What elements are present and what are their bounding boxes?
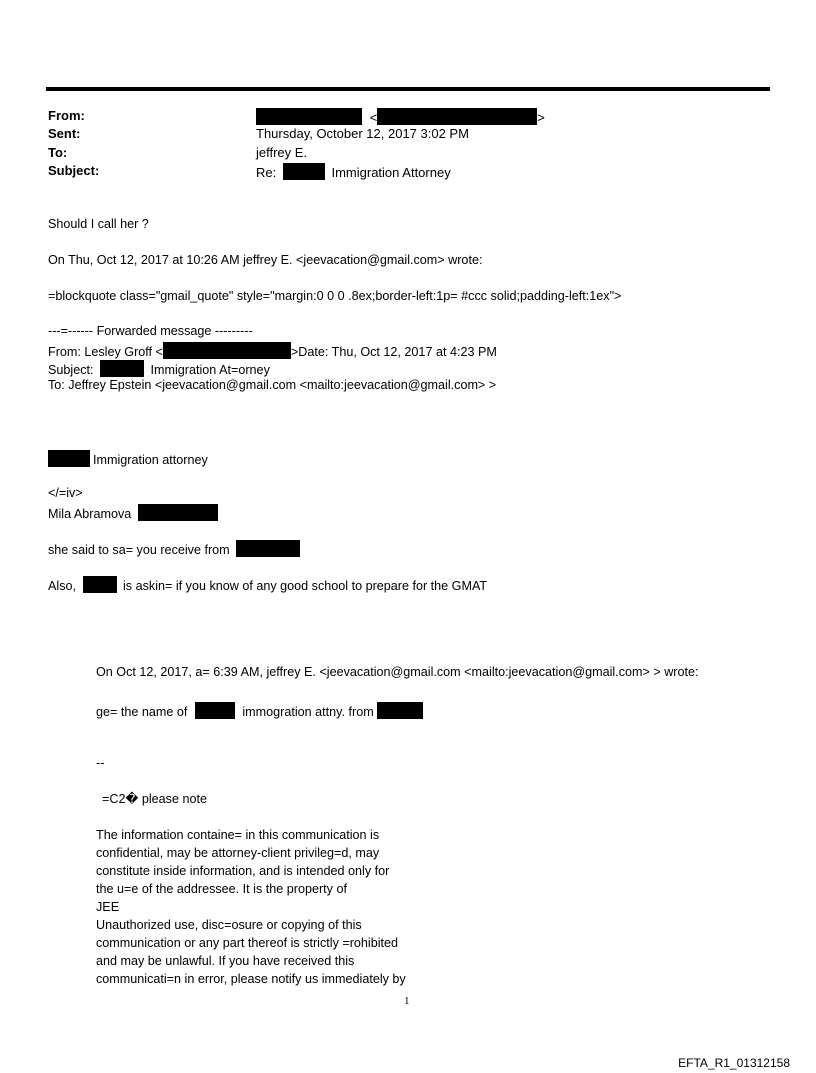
to-label: To:	[48, 145, 68, 160]
from-value: < >	[256, 108, 545, 125]
redaction-block	[256, 108, 362, 125]
from-label: From:	[48, 108, 85, 123]
quoted-on-line: On Oct 12, 2017, a= 6:39 AM, jeffrey E. <jeevacation@gmail.com <mailto:jeevacation@gmail.com> > wrote:	[96, 665, 699, 679]
redaction-block	[377, 108, 537, 125]
subject-label: Subject:	[48, 163, 100, 178]
header-rule	[46, 87, 770, 91]
disclaimer-line: Unauthorized use, disc=osure or copying of this	[96, 918, 362, 932]
redaction-block	[163, 342, 291, 359]
div-close: </=iv>	[48, 486, 83, 500]
body-line-blockquote: =blockquote class="gmail_quote" style="margin:0 0 0 .8ex;border-left:1p= #ccc solid;padding-left:1ex">	[48, 289, 622, 303]
forwarded-header: ---=------ Forwarded message ---------	[48, 324, 253, 338]
disclaimer-line: The information containe= in this communication is	[96, 828, 380, 842]
subject-value: Re: Immigration Attorney	[256, 165, 451, 180]
disclaimer-line: the u=e of the addressee. It is the property of	[96, 882, 347, 896]
to-value: jeffrey E.	[256, 145, 308, 160]
disclaimer-line: confidential, may be attorney-client privileg=d, may	[96, 846, 380, 860]
disclaimer-line: JEE	[96, 900, 120, 914]
body-line-wrote: On Thu, Oct 12, 2017 at 10:26 AM jeffrey E. <jeevacation@gmail.com> wrote:	[48, 253, 483, 267]
please-note-line: =C2� please note	[102, 792, 207, 806]
also-line: Also, is askin= if you know of any good school to prepare for the GMAT	[48, 576, 487, 593]
disclaimer-line: constitute inside information, and is intended only for	[96, 864, 390, 878]
page-number: 1	[404, 995, 410, 1007]
she-said-line: she said to sa= you receive from	[48, 540, 300, 557]
redaction-block	[236, 540, 300, 557]
disclaimer-line: communicati=n in error, please notify us immediately by	[96, 972, 406, 986]
forwarded-subject: Subject: Immigration At=orney	[48, 360, 270, 377]
redaction-block	[48, 450, 90, 467]
redaction-block	[138, 504, 218, 521]
disclaimer-block	[96, 826, 406, 988]
forwarded-from: From: Lesley Groff < >Date: Thu, Oct 12, 2017 at 4:23 PM	[48, 342, 497, 359]
body-line-call: Should I call her ?	[48, 217, 149, 231]
sent-label: Sent:	[48, 126, 81, 141]
redaction-block	[83, 576, 117, 593]
redaction-block	[377, 702, 423, 719]
redaction-block	[100, 360, 144, 377]
redaction-block	[283, 163, 325, 180]
disclaimer-line: communication or any part thereof is strictly =rohibited	[96, 936, 399, 950]
sent-value: Thursday, October 12, 2017 3:02 PM	[256, 126, 469, 141]
signature-dashes: --	[96, 756, 105, 770]
redaction-block	[195, 702, 235, 719]
disclaimer-line: and may be unlawful. If you have received this	[96, 954, 355, 968]
document-id: EFTA_R1_01312158	[678, 1056, 790, 1070]
mila-line: Mila Abramova	[48, 504, 218, 521]
immigration-line: Immigration attorney	[48, 450, 208, 467]
forwarded-to: To: Jeffrey Epstein <jeevacation@gmail.com <mailto:jeevacation@gmail.com> >	[48, 378, 497, 392]
quoted-ge-line: ge= the name of immogration attny. from	[96, 702, 423, 719]
